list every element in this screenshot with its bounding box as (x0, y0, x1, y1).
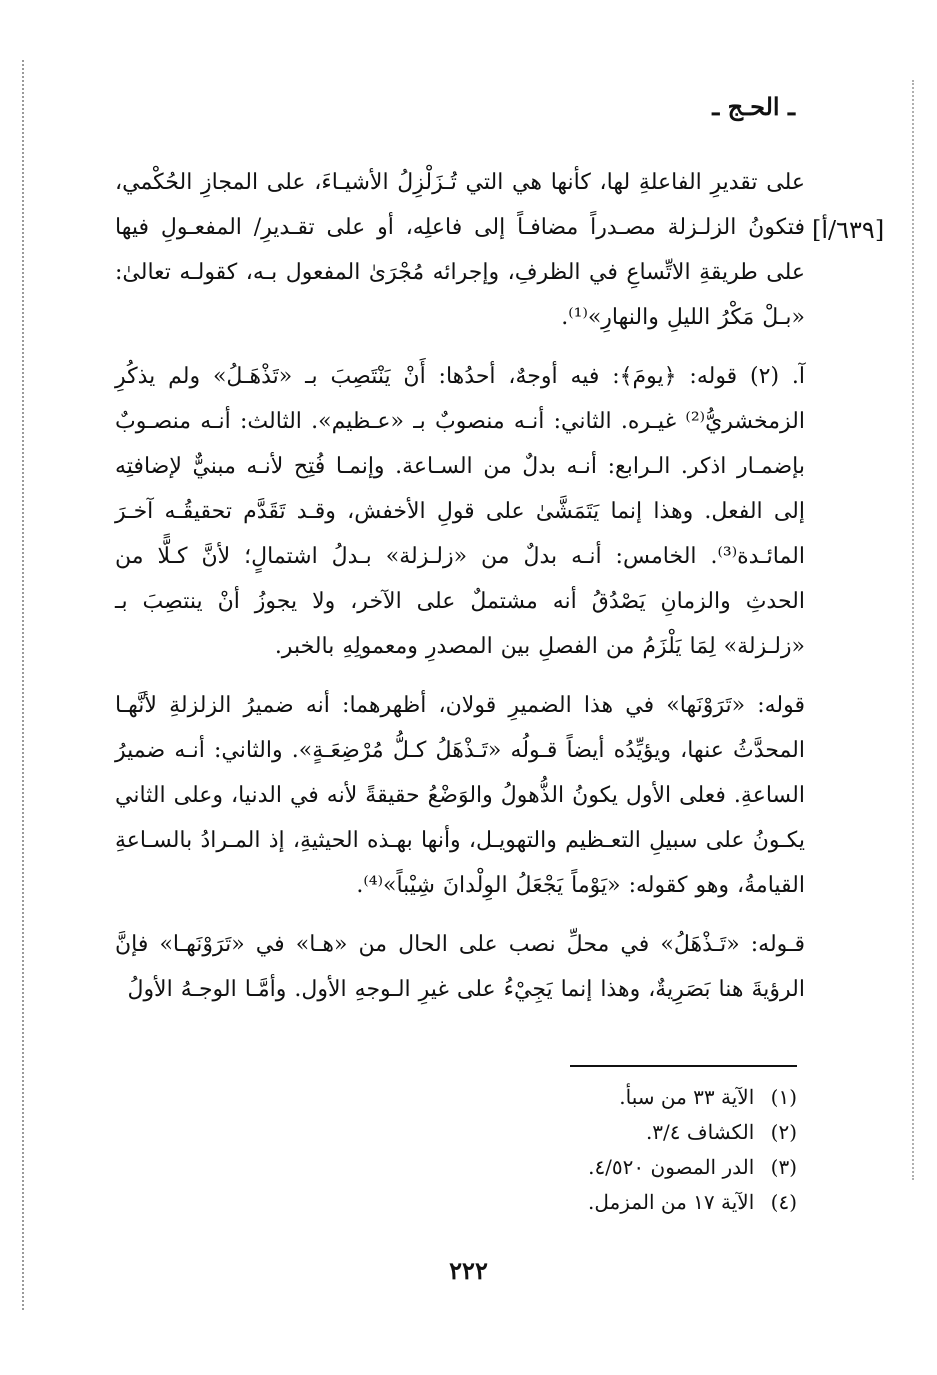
paragraph-1: على تقديرِ الفاعلةِ لها، كأنها هي التي تُـزَلْزِلُ الأشيـاءَ، على المجازِ الحُكْمي، فتكونُ الزلـزلة مصـدراً مضافـاً إلى فاعلِه، أو على تقـديرِ/ المفعـولِ فيها على طريقةِ الاتِّساعِ في الظرفِ، وإجرائه مُجْرَىٰ المفعول بـه، كقولـه تعالىٰ: «بـلْ مَكْرُ الليلِ والنهارِ»⁽¹⁾. (115, 170, 805, 330)
paragraph-4: قـوله: «تَـذْهَلُ» في محلِّ نصب على الحال من «هـا» في «تَرَوْنَهـا» فإنَّ الرؤيةَ هنا بَصَرِيةٌ، وهذا إنما يَجِيْءُ على غيرِ الـوجهِ الأول. وأمَّـا الوجـهُ الأولُ (115, 932, 805, 1002)
footnote-text: الآية ٣٣ من سبأ. (619, 1085, 755, 1109)
page-number: ٢٢٢ (449, 1256, 488, 1285)
footnote-text: الدر المصون ٤/٥٢٠. (588, 1155, 755, 1179)
footnote-text: الكشاف ٣/٤. (645, 1120, 755, 1144)
footnote-item (397, 1185, 797, 1220)
paragraph-2: آ. (٢) قوله: ﴿يومَ﴾: فيه أوجهٌ، أحدُها: أَنْ يَنْتَصِبَ بـ «تَذْهَـلُ» ولم يذكُرِ الزمخشريُّ⁽²⁾ غيـره. الثاني: أنـه منصوبٌ بـ «عـظيم». الثالث: أنـه منصـوبٌ بإضمـار اذكر. الـرابع: أنـه بدلٌ من السـاعة. وإنمـا فُتِح لأنـه مبنيٌّ لإضافتِه إلى الفعل. وهذا إنما يَتَمَشَّىٰ على قولِ الأخفش، وقـد تَقَدَّم تحقيقُـه آخـرَ المائـدة⁽³⁾. الخامس: أنـه بدلٌ من «زلـزلة» بـدلُ اشتمالٍ؛ لأنَّ كـلًّا من الحدثِ والزمانِ يَصْدُقُ أنه مشتملٌ على الآخر، ولا يجوزُ أنْ ينتصِبَ بـ «زلـزلة» لِمَا يَلْزَمُ من الفصلِ بين المصدرِ ومعمولِهِ بالخبر. (115, 364, 806, 659)
manuscript-folio-marker: [٦٣٩/أ] (812, 216, 885, 244)
main-text (115, 160, 805, 1026)
paragraph-3: قوله: «تَرَوْنَها» في هذا الضميرِ قولان، أظهرهما: أنه ضميرُ الزلزلةِ لأنَّهـا المحدَّثُ عنها، ويؤيِّدُه أيضاً قـولُه «تَـذْهَلُ كـلُّ مُرْضِعَـةٍ». والثاني: أنـه ضميرُ الساعةِ. فعلى الأول يكونُ الذُّهولُ والوَضْعُ حقيقةً لأنه في الدنيا، وعلى الثاني يكـونُ على سبيلِ التعـظيم والتهويـل، وأنها بهـذه الحيثيةِ، إذ المـرادُ بالسـاعةِ القيامةُ، وهو كقوله: «يَوْماً يَجْعَلُ الوِلْدانَ شِيْباً»⁽⁴⁾. (115, 693, 805, 898)
scan-dotted-line-right (912, 80, 914, 1180)
footnote-text: الآية ١٧ من المزمل. (588, 1190, 755, 1214)
running-title: ـ الحـج ـ (712, 92, 795, 121)
footnote-number: (٣) (770, 1155, 797, 1179)
footnote-number: (٤) (770, 1190, 797, 1214)
footnote-separator (570, 1065, 797, 1067)
footnote-item (397, 1115, 797, 1150)
footnote-number: (٢) (770, 1120, 797, 1144)
footnotes-list (397, 1080, 797, 1220)
footnote-number: (١) (770, 1085, 797, 1109)
footnote-item (397, 1150, 797, 1185)
footnote-item (397, 1080, 797, 1115)
scan-dotted-line-left (22, 60, 24, 1310)
